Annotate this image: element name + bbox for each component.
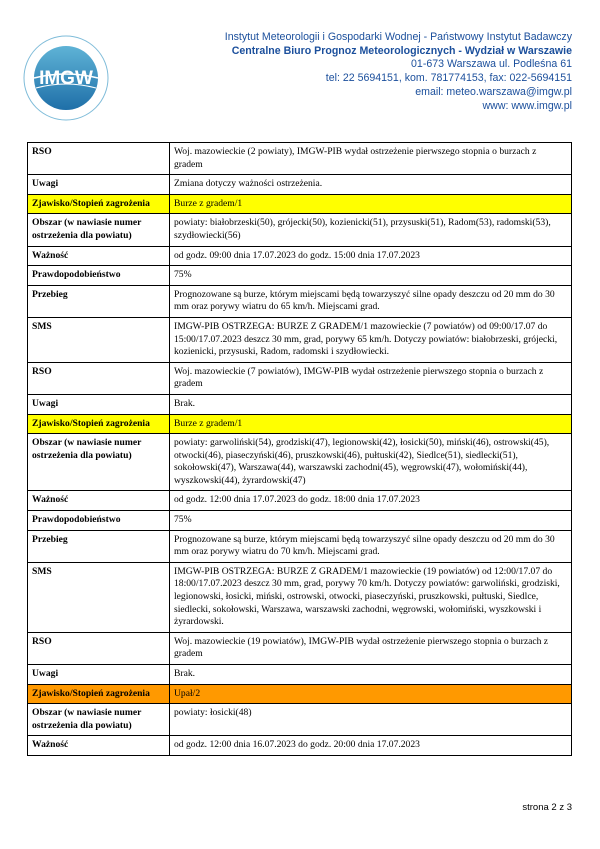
row-value: powiaty: garwoliński(54), grodziski(47), legionowski(42), łosicki(50), miński(46), ostrowski(45), otwocki(46), piaseczyński(46), pruszkowski(46), pułtuski(42), Siedlce(51), siedlecki(51), sokołowski(47), Warszawa(44), warszawski zachodni(45), węgrowski(47), wołomiński(44), wyszkowski(44), żyrardowski(47)	[170, 434, 572, 491]
row-value: IMGW-PIB OSTRZEGA: BURZE Z GRADEM/1 mazowieckie (7 powiatów) od 09:00/17.07 do 15:00/17.07.2023 deszcz 30 mm, grad, porywy 65 km/h. Dotyczy powiatów: białobrzeski, grójecki, kozienicki, przysuski, Radom, radomski i szydłowiecki.	[170, 317, 572, 362]
page-number: strona 2 z 3	[522, 802, 572, 813]
table-row	[28, 736, 572, 756]
row-value: od godz. 12:00 dnia 16.07.2023 do godz. 20:00 dnia 17.07.2023	[170, 736, 572, 756]
row-value: Woj. mazowieckie (2 powiaty), IMGW-PIB wydał ostrzeżenie pierwszego stopnia o burzach z gradem	[170, 143, 572, 175]
row-label: Przebieg	[28, 530, 170, 562]
table-row	[28, 285, 572, 317]
letterhead	[0, 0, 600, 140]
row-value: Upał/2	[170, 684, 572, 704]
row-value: Burze z gradem/1	[170, 414, 572, 434]
row-label: Obszar (w nawiasie numer ostrzeżenia dla powiatu)	[28, 214, 170, 246]
email[interactable]: email: meteo.warszawa@imgw.pl	[415, 85, 572, 98]
row-label: Zjawisko/Stopień zagrożenia	[28, 194, 170, 214]
row-value: powiaty: białobrzeski(50), grójecki(50), kozienicki(51), przysuski(51), Radom(53), radomski(53), szydłowiecki(56)	[170, 214, 572, 246]
table-row	[28, 511, 572, 531]
row-label: Ważność	[28, 246, 170, 266]
row-value: Prognozowane są burze, którym miejscami będą towarzyszyć silne opady deszczu od 20 mm do 30 mm oraz porywy wiatru do 65 km/h. Miejscami grad.	[170, 285, 572, 317]
table-row	[28, 214, 572, 246]
row-value: 75%	[170, 511, 572, 531]
row-label: Obszar (w nawiasie numer ostrzeżenia dla powiatu)	[28, 704, 170, 736]
table-row	[28, 194, 572, 214]
table-row	[28, 684, 572, 704]
row-label: RSO	[28, 632, 170, 664]
row-value: od godz. 09:00 dnia 17.07.2023 do godz. 15:00 dnia 17.07.2023	[170, 246, 572, 266]
row-value: Woj. mazowieckie (7 powiatów), IMGW-PIB wydał ostrzeżenie pierwszego stopnia o burzach z gradem	[170, 362, 572, 394]
phone: tel: 22 5694151, kom. 781774153, fax: 022-5694151	[325, 72, 572, 85]
row-value: Woj. mazowieckie (19 powiatów), IMGW-PIB wydał ostrzeżenie pierwszego stopnia o burzach z gradem	[170, 632, 572, 664]
table-row	[28, 394, 572, 414]
row-label: Zjawisko/Stopień zagrożenia	[28, 684, 170, 704]
table-row	[28, 414, 572, 434]
row-label: RSO	[28, 362, 170, 394]
institution-name: Instytut Meteorologii i Gospodarki Wodnej - Państwowy Instytut Badawczy	[224, 31, 572, 43]
row-value: IMGW-PIB OSTRZEGA: BURZE Z GRADEM/1 mazowieckie (19 powiatów) od 12:00/17.07 do 18:00/17.07.2023 deszcz 30 mm, grad, porywy 70 km/h. Dotyczy powiatów: garwoliński, grodziski, legionowski, łosicki, miński, ostrowski, otwocki, piaseczyński, pruszkowski, pułtuski, Siedlce, siedlecki, sokołowski, Warszawa, warszawski zachodni, węgrowski, wołomiński, wyszkowski i żyrardowski.	[170, 562, 572, 632]
row-value: Zmiana dotyczy ważności ostrzeżenia.	[170, 175, 572, 195]
table-row	[28, 175, 572, 195]
logo-text: IMGW	[39, 68, 93, 89]
row-label: Prawdopodobieństwo	[28, 511, 170, 531]
table-row	[28, 266, 572, 286]
row-value: 75%	[170, 266, 572, 286]
table-row	[28, 317, 572, 362]
table-row	[28, 434, 572, 491]
table-row	[28, 143, 572, 175]
table-row	[28, 704, 572, 736]
table-row	[28, 530, 572, 562]
table-row	[28, 246, 572, 266]
row-value: od godz. 12:00 dnia 17.07.2023 do godz. 18:00 dnia 17.07.2023	[170, 491, 572, 511]
row-value: Brak.	[170, 665, 572, 685]
row-label: Zjawisko/Stopień zagrożenia	[28, 414, 170, 434]
row-label: Prawdopodobieństwo	[28, 266, 170, 286]
office-name: Centralne Biuro Prognoz Meteorologicznych - Wydział w Warszawie	[231, 44, 572, 57]
institution-info	[152, 31, 572, 113]
address: 01-673 Warszawa ul. Podleśna 61	[411, 58, 572, 71]
row-label: SMS	[28, 562, 170, 632]
table-row	[28, 665, 572, 685]
row-label: SMS	[28, 317, 170, 362]
row-label: Przebieg	[28, 285, 170, 317]
row-label: Uwagi	[28, 175, 170, 195]
row-value: Burze z gradem/1	[170, 194, 572, 214]
row-label: RSO	[28, 143, 170, 175]
row-value: Prognozowane są burze, którym miejscami będą towarzyszyć silne opady deszczu od 20 mm do 30 mm oraz porywy wiatru do 70 km/h. Miejscami grad.	[170, 530, 572, 562]
row-label: Ważność	[28, 491, 170, 511]
table-row	[28, 362, 572, 394]
table-row	[28, 632, 572, 664]
table-row	[28, 562, 572, 632]
website[interactable]: www: www.imgw.pl	[482, 99, 572, 112]
row-label: Obszar (w nawiasie numer ostrzeżenia dla powiatu)	[28, 434, 170, 491]
warnings-table	[27, 142, 572, 756]
row-value: Brak.	[170, 394, 572, 414]
row-label: Ważność	[28, 736, 170, 756]
row-label: Uwagi	[28, 665, 170, 685]
imgw-logo	[22, 34, 110, 122]
row-value: powiaty: łosicki(48)	[170, 704, 572, 736]
table-row	[28, 491, 572, 511]
row-label: Uwagi	[28, 394, 170, 414]
